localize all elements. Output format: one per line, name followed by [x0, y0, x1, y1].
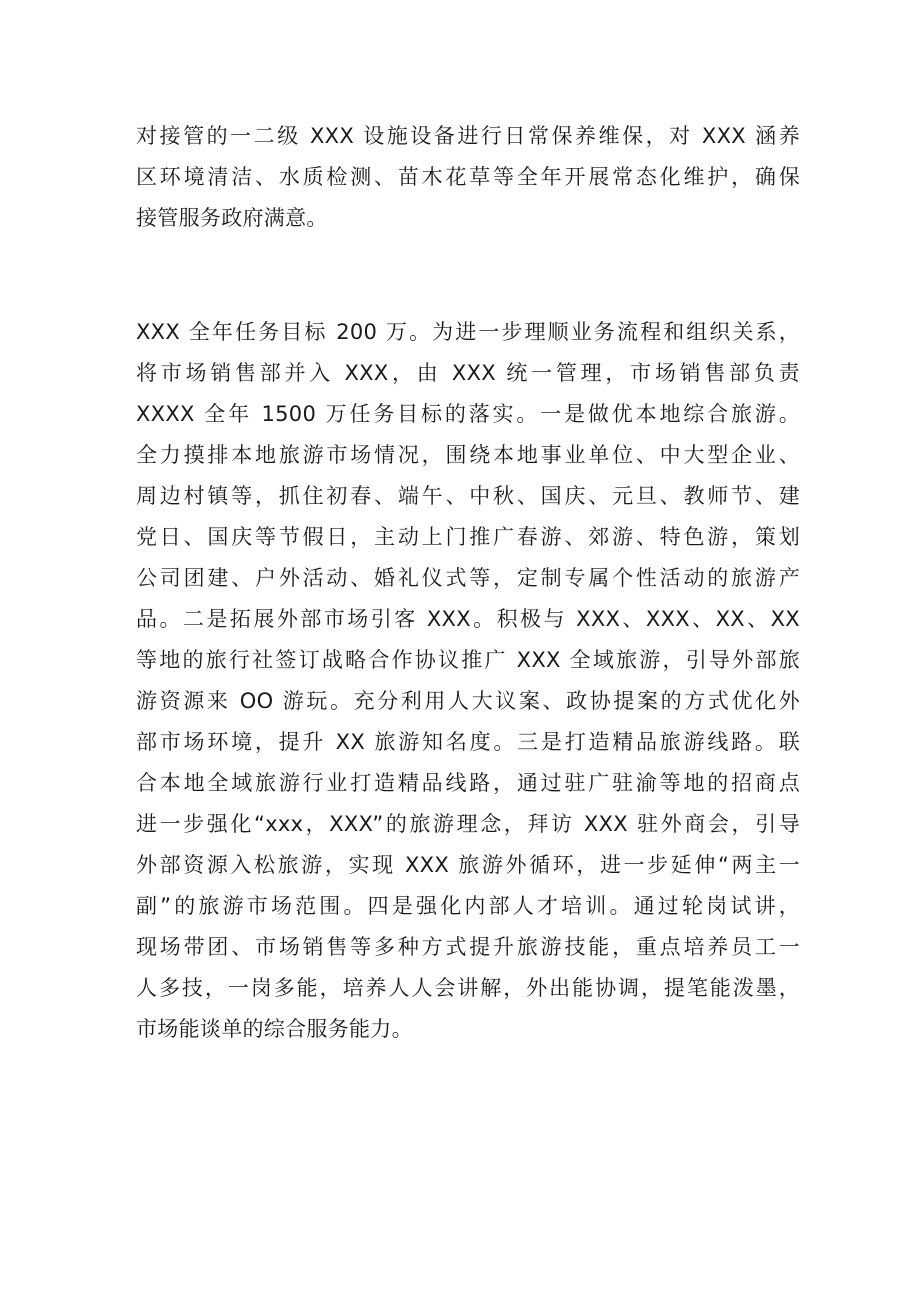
text-line: 接管服务政府满意。: [136, 206, 328, 230]
text-line: 副”的旅游市场范围。四是强化内部人才培训。通过轮岗试讲，: [136, 894, 800, 918]
text-line: 公司团建、户外活动、婚礼仪式等，定制专属个性活动的旅游产: [136, 566, 800, 590]
text-line: XXXX 全年 1500 万任务目标的落实。一是做优本地综合旅游。: [136, 402, 800, 426]
text-line: 人多技，一岗多能，培养人人会讲解，外出能协调，提笔能泼墨，: [136, 976, 800, 1000]
text-line: 区环境清洁、水质检测、苗木花草等全年开展常态化维护，确保: [136, 165, 800, 189]
text-line: 外部资源入松旅游，实现 XXX 旅游外循环，进一步延伸“两主一: [136, 853, 800, 877]
text-line: 周边村镇等，抓住初春、端午、中秋、国庆、元旦、教师节、建: [136, 484, 800, 508]
text-line: 等地的旅行社签订战略合作协议推广 XXX 全域旅游，引导外部旅: [136, 648, 800, 672]
text-line: 将市场销售部并入 XXX，由 XXX 统一管理，市场销售部负责: [136, 361, 800, 385]
text-line: 游资源来 OO 游玩。充分利用人大议案、政协提案的方式优化外: [136, 689, 800, 713]
text-line: 品。二是拓展外部市场引客 XXX。积极与 XXX、XXX、XX、XX: [136, 607, 800, 631]
text-line: 全力摸排本地旅游市场情况，围绕本地事业单位、中大型企业、: [136, 443, 800, 467]
text-line: 市场能谈单的综合服务能力。: [136, 1017, 413, 1041]
text-line: XXX 全年任务目标 200 万。为进一步理顺业务流程和组织关系，: [136, 320, 800, 344]
paragraph-tourism-targets: [136, 312, 800, 1050]
text-line: 合本地全域旅游行业打造精品线路，通过驻广驻渝等地的招商点: [136, 771, 800, 795]
text-line: 现场带团、市场销售等多种方式提升旅游技能，重点培养员工一: [136, 935, 800, 959]
text-line: 进一步强化“xxx，XXX”的旅游理念，拜访 XXX 驻外商会，引导: [136, 812, 800, 836]
text-line: 对接管的一二级 XXX 设施设备进行日常保养维保，对 XXX 涵养: [136, 124, 800, 148]
text-line: 部市场环境，提升 XX 旅游知名度。三是打造精品旅游线路。联: [136, 730, 800, 754]
text-line: 党日、国庆等节假日，主动上门推广春游、郊游、特色游，策划: [136, 525, 800, 549]
paragraph-maintenance: [136, 116, 800, 239]
